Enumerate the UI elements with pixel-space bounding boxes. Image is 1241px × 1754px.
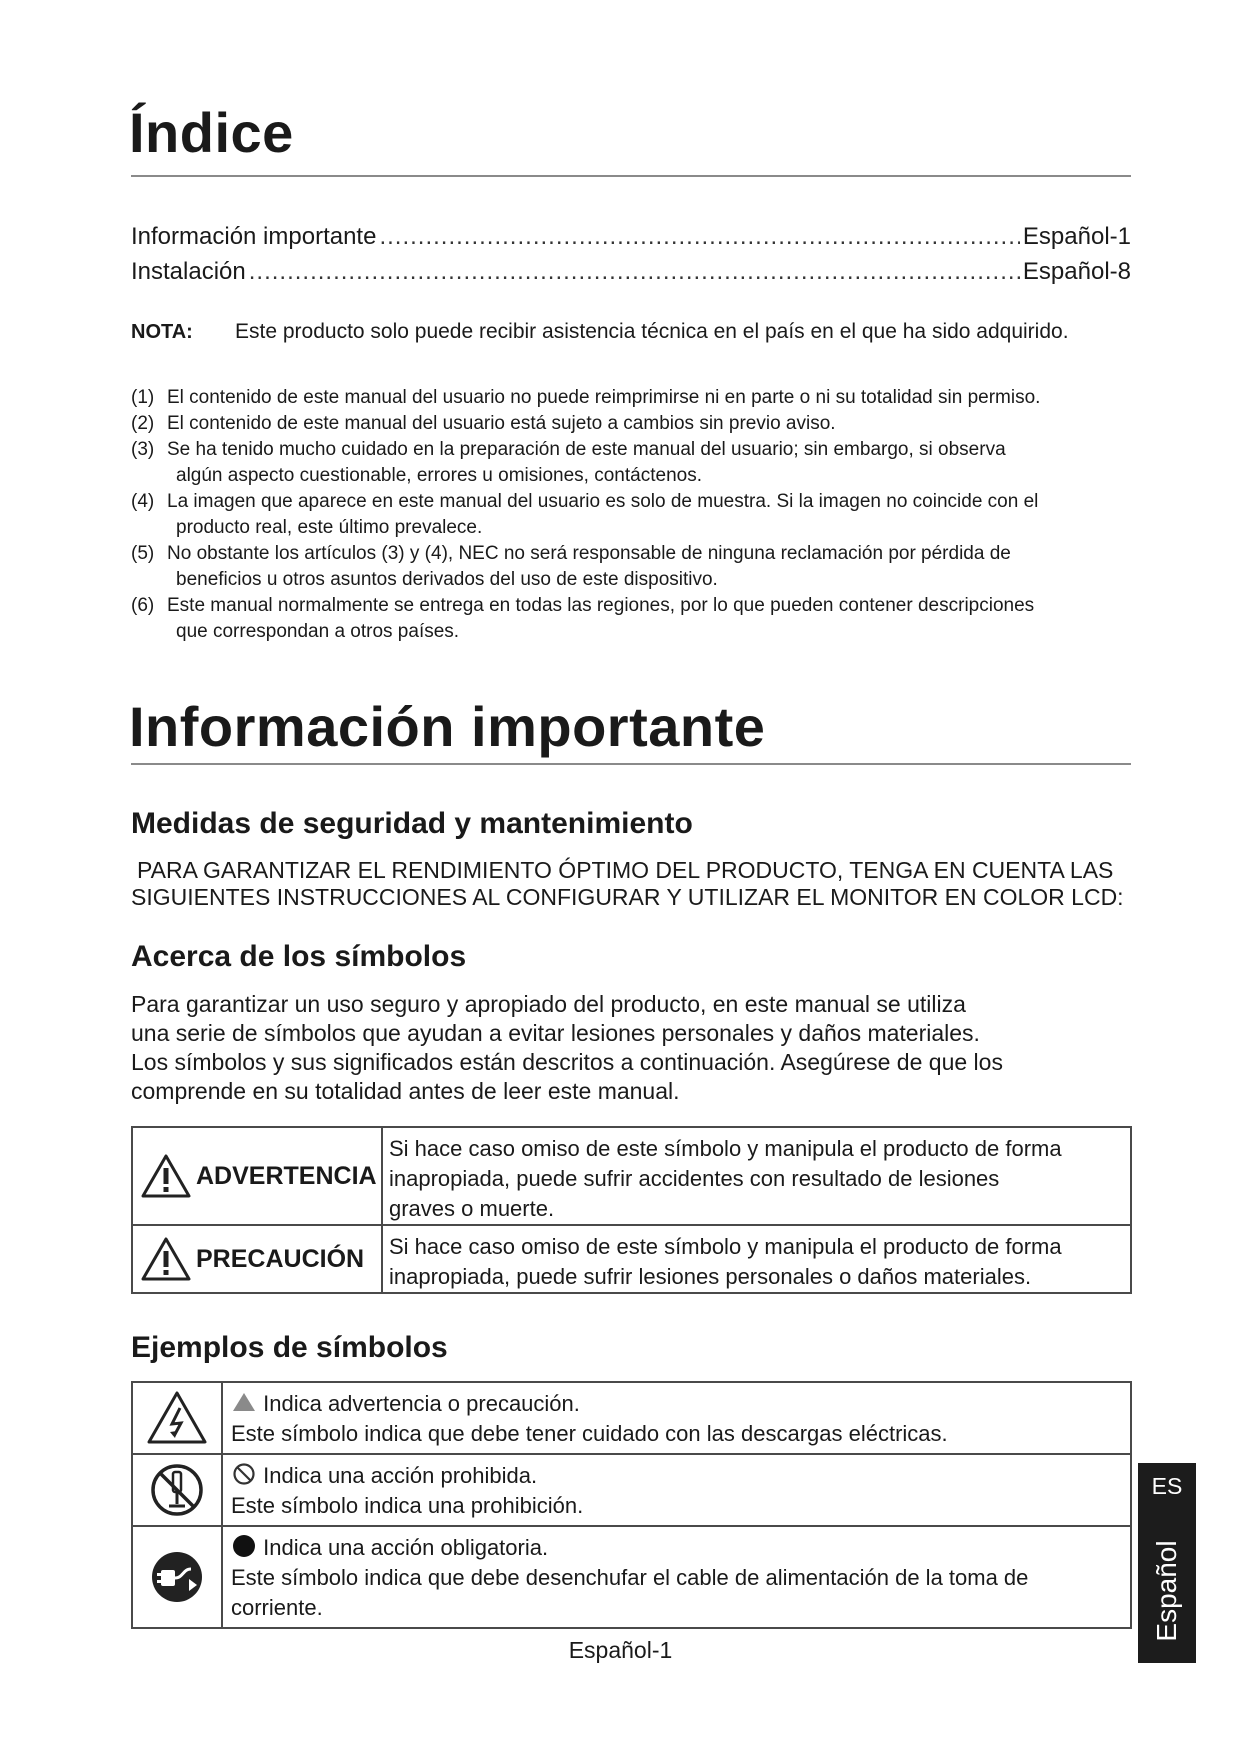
warning-table <box>131 1126 1132 1294</box>
symbols-intro-line: comprende en su totalidad antes de leer este manual. <box>131 1078 680 1104</box>
safety-line: SIGUIENTES INSTRUCCIONES AL CONFIGURAR Y UTILIZAR EL MONITOR EN COLOR LCD: <box>131 884 1124 910</box>
warning-row-precaucion <box>132 1225 1131 1293</box>
warning-label: ADVERTENCIA <box>196 1161 377 1190</box>
note-number: (3) <box>131 439 155 460</box>
mandatory-action-dot-icon <box>231 1534 257 1558</box>
note-text: La imagen que aparece en este manual del usuario es solo de muestra. Si la imagen no coincide con el <box>167 491 1039 512</box>
caution-desc-line: Si hace caso omiso de este símbolo y manipula el producto de forma <box>389 1234 1062 1259</box>
prohibited-icon <box>231 1462 257 1486</box>
nota-label: NOTA: <box>131 321 193 343</box>
safety-title: Medidas de seguridad y mantenimiento <box>131 807 693 840</box>
warning-triangle-icon <box>140 1153 192 1199</box>
note-item <box>131 437 1121 489</box>
toc-leader-dots <box>379 223 1019 251</box>
note-number: (1) <box>131 387 155 408</box>
warning-desc-line: Si hace caso omiso de este símbolo y manipula el producto de forma <box>389 1136 1062 1161</box>
note-number: (5) <box>131 543 155 564</box>
symbols-intro-line: una serie de símbolos que ayudan a evitar lesiones personales y daños materiales. <box>131 1020 980 1046</box>
language-name: Español <box>1151 1540 1182 1642</box>
notes-list <box>131 385 1121 645</box>
example-desc: Este símbolo indica que debe desenchufar el cable de alimentación de la toma de <box>231 1565 1029 1590</box>
symbols-intro-line: Los símbolos y sus significados están descritos a continuación. Asegúrese de que los <box>131 1049 1003 1075</box>
example-head: Indica una acción prohibida. <box>263 1463 538 1488</box>
note-text-continued: producto real, este último prevalece. <box>176 517 483 538</box>
note-text: El contenido de este manual del usuario no puede reimprimirse ni en parte o ni su totalidad sin permiso. <box>167 387 1041 408</box>
note-item <box>131 411 1121 437</box>
example-desc: corriente. <box>231 1595 323 1620</box>
symbols-intro-line: Para garantizar un uso seguro y apropiado del producto, en este manual se utiliza <box>131 991 966 1017</box>
symbols-intro <box>131 990 1141 1106</box>
important-title: Información importante <box>129 695 766 758</box>
example-row <box>132 1382 1131 1454</box>
language-tab <box>1138 1463 1196 1663</box>
example-desc: Este símbolo indica una prohibición. <box>231 1493 584 1518</box>
examples-table <box>131 1381 1132 1629</box>
index-rule <box>131 175 1131 177</box>
note-item <box>131 385 1121 411</box>
gray-triangle-icon <box>231 1391 257 1413</box>
page-number: Español-1 <box>568 1637 673 1663</box>
nota <box>131 320 1141 344</box>
note-text: No obstante los artículos (3) y (4), NEC no será responsable de ninguna reclamación por pérdida de <box>167 543 1011 564</box>
note-item <box>131 593 1121 645</box>
toc-leader-dots <box>249 258 1020 286</box>
symbols-title: Acerca de los símbolos <box>131 940 467 973</box>
note-item <box>131 489 1121 541</box>
do-not-disassemble-icon <box>149 1462 205 1518</box>
note-number: (6) <box>131 595 155 616</box>
example-row <box>132 1454 1131 1526</box>
example-desc: Este símbolo indica que debe tener cuidado con las descargas eléctricas. <box>231 1421 948 1446</box>
toc-entry-label: Información importante <box>131 223 377 250</box>
safety-line: PARA GARANTIZAR EL RENDIMIENTO ÓPTIMO DEL PRODUCTO, TENGA EN CUENTA LAS <box>137 857 1114 883</box>
warning-desc-line: inapropiada, puede sufrir accidentes con resultado de lesiones <box>389 1166 1000 1191</box>
electric-shock-warning-icon <box>146 1390 208 1446</box>
toc-entry-page: Español-1 <box>1022 223 1131 250</box>
warning-row-advertencia <box>132 1127 1131 1225</box>
toc-entry-label: Instalación <box>131 258 246 285</box>
caution-triangle-icon <box>140 1236 192 1282</box>
toc-entry-page: Español-8 <box>1022 258 1131 285</box>
caution-desc-line: inapropiada, puede sufrir lesiones personales o daños materiales. <box>389 1264 1032 1289</box>
note-number: (4) <box>131 491 155 512</box>
example-head: Indica una acción obligatoria. <box>263 1535 549 1560</box>
note-text: Este manual normalmente se entrega en todas las regiones, por lo que pueden contener descripciones <box>167 595 1035 616</box>
note-text-continued: algún aspecto cuestionable, errores u omisiones, contáctenos. <box>176 465 702 486</box>
toc-entry-1[interactable] <box>131 223 1131 251</box>
note-number: (2) <box>131 413 155 434</box>
note-item <box>131 541 1121 593</box>
toc-entry-2[interactable] <box>131 258 1131 286</box>
safety-text <box>131 857 1141 911</box>
note-text-continued: que correspondan a otros países. <box>176 621 460 642</box>
note-text: Se ha tenido mucho cuidado en la preparación de este manual del usuario; sin embargo, si observa <box>167 439 1006 460</box>
important-rule <box>131 763 1131 765</box>
nota-text: Este producto solo puede recibir asistencia técnica en el país en el que ha sido adquirido. <box>235 320 1069 343</box>
warning-desc-line: graves o muerte. <box>389 1196 555 1221</box>
caution-label: PRECAUCIÓN <box>196 1244 365 1273</box>
note-text: El contenido de este manual del usuario está sujeto a cambios sin previo aviso. <box>167 413 836 434</box>
language-code: ES <box>1151 1473 1183 1499</box>
index-title: Índice <box>129 101 294 164</box>
note-text-continued: beneficios u otros asuntos derivados del uso de este dispositivo. <box>176 569 718 590</box>
unplug-power-cable-icon <box>149 1549 205 1605</box>
examples-title: Ejemplos de símbolos <box>131 1331 448 1364</box>
example-row <box>132 1526 1131 1628</box>
example-head: Indica advertencia o precaución. <box>263 1391 580 1416</box>
